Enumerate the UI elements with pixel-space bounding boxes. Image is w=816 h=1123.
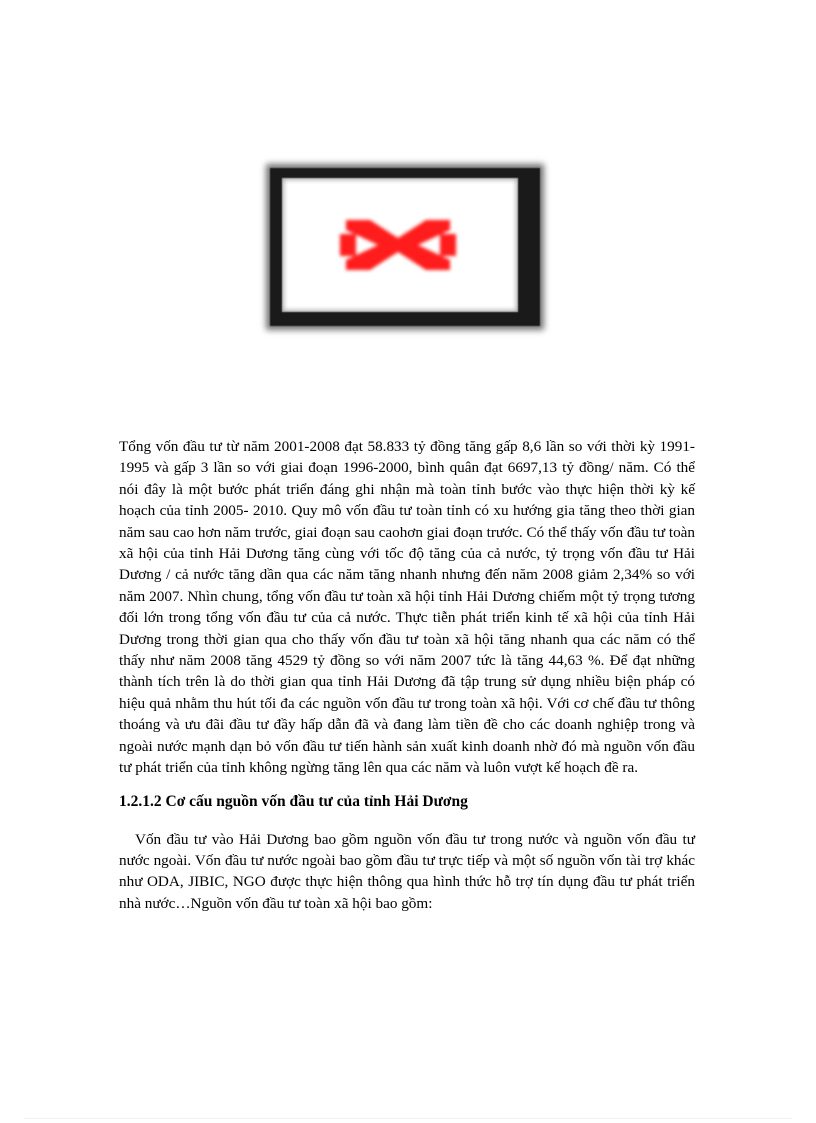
- broken-image-red-x-icon: [282, 178, 518, 312]
- document-body: [119, 436, 695, 914]
- body-paragraph-1: Tổng vốn đầu tư từ năm 2001-2008 đạt 58.833 tỷ đồng tăng gấp 8,6 lần so với thời kỳ 1991-1995 và gấp 3 lần so với giai đoạn 1996-2000, bình quân đạt 6697,13 tỷ đồng/ năm. Có thể nói đây là một bước phát triển đáng ghi nhận mà toàn tỉnh bước vào thực hiện thời kỳ kế hoạch của tỉnh 2005- 2010. Quy mô vốn đầu tư toàn tỉnh có xu hướng gia tăng theo thời gian năm sau cao hơn năm trước, giai đoạn sau caohơn giai đoạn trước. Có thể thấy vốn đầu tư toàn xã hội của tỉnh Hải Dương tăng cùng với tốc độ tăng của cả nước, tỷ trọng vốn đầu tư Hải Dương / cả nước tăng dần qua các năm tăng nhanh nhưng đến năm 2008 giảm 2,34% so với năm 2007. Nhìn chung, tổng vốn đầu tư toàn xã hội tỉnh Hải Dương chiếm một tỷ trọng tương đối lớn trong tổng vốn đầu tư của cả nước. Thực tiễn phát triển kinh tế xã hội của tỉnh Hải Dương trong thời gian qua cho thấy vốn đầu tư toàn xã hội tăng nhanh qua các năm có thể thấy như năm 2008 tăng 4529 tỷ đồng so với năm 2007 tức là tăng 44,63 %. Để đạt những thành tích trên là do thời gian qua tỉnh Hải Dương đã tập trung sử dụng nhiều biện pháp có hiệu quả nhằm thu hút tối đa các nguồn vốn đầu tư trong toàn xã hội. Với cơ chế đầu tư thông thoáng và ưu đãi đầu tư đầy hấp dẫn đã và đang làm tiền đề cho các doanh nghiệp trong và ngoài nước mạnh dạn bỏ vốn đầu tư tiến hành sản xuất kinh doanh nhờ đó mà nguồn vốn đầu tư phát triển của tỉnh không ngừng tăng lên qua các năm và luôn vượt kế hoạch đề ra.: [119, 438, 695, 777]
- body-paragraph-2: Vốn đầu tư vào Hải Dương bao gồm nguồn vốn đầu tư trong nước và nguồn vốn đầu tư nước ngoài. Vốn đầu tư nước ngoài bao gồm đầu tư trực tiếp và một số nguồn vốn tài trợ khác như ODA, JIBIC, NGO được thực hiện thông qua hình thức hỗ trợ tín dụng đầu tư phát triển nhà nước…Nguồn vốn đầu tư toàn xã hội bao gồm:: [119, 830, 695, 912]
- section-heading: 1.2.1.2 Cơ cấu nguồn vốn đầu tư của tỉnh Hải Dương: [119, 792, 468, 810]
- broken-image-placeholder: [270, 168, 540, 326]
- page-bottom-divider: [24, 1118, 792, 1119]
- broken-image-frame: [282, 178, 518, 312]
